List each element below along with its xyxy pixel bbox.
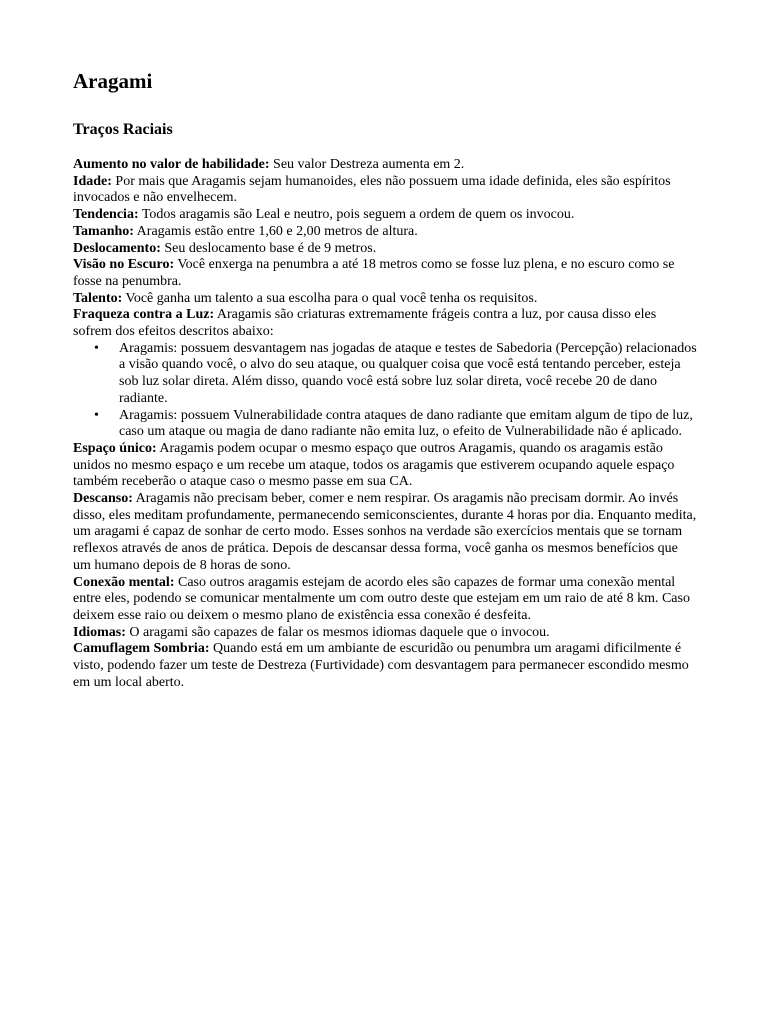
trait-label: Idade: (73, 173, 112, 189)
trait-text: Caso outros aragamis estejam de acordo eles são capazes de formar uma conexão mental entre eles, podendo se comunicar mentalmente um com outro deste que estejam em um raio de até 8 km. Caso deixem esse raio ou deixem o mesmo plano de existência essa conexão é desfeita. (73, 574, 690, 623)
trait-text: Seu deslocamento base é de 9 metros. (160, 240, 377, 256)
page-title: Aragami (73, 69, 153, 93)
trait-label: Conexão mental: (73, 574, 175, 590)
trait-ability (73, 157, 698, 174)
bullet-icon: • (94, 407, 99, 423)
trait-size (73, 224, 698, 241)
trait-label: Idiomas: (73, 624, 126, 640)
trait-speed (73, 241, 698, 258)
trait-talent (73, 291, 698, 308)
trait-text: Você ganha um talento a sua escolha para o qual você tenha os requisitos. (122, 290, 538, 306)
list-item (94, 340, 698, 408)
trait-text: Seu valor Destreza aumenta em 2. (269, 157, 465, 172)
bullet-icon: • (94, 340, 99, 356)
trait-text: Você enxerga na penumbra a até 18 metros como se fosse luz plena, e no escuro como se fosse na penumbra. (73, 257, 675, 289)
document-page (73, 66, 698, 692)
trait-mental-link (73, 575, 698, 625)
trait-text: Aragamis não precisam beber, comer e nem respirar. Os aragamis não precisam dormir. Ao invés disso, eles meditam profundamente, permanecendo semiconscientes, durante 4 horas por dia. Enquanto medita, um aragami é capaz de sonhar de certo modo. Esses sonhos na verdade são exercícios mentais que se tornam reflexos através de anos de prática. Depois de descansar dessa forma, você ganha os mesmos benefícios que um humano depois de 8 horas de sono. (73, 491, 697, 573)
trait-languages (73, 625, 698, 642)
trait-text: Aragamis estão entre 1,60 e 2,00 metros de altura. (133, 223, 418, 239)
trait-label: Tamanho: (73, 223, 134, 239)
section-heading: Traços Raciais (73, 121, 173, 138)
trait-alignment (73, 207, 698, 224)
list-item-text: Aragamis: possuem Vulnerabilidade contra ataques de dano radiante que emitam algum de tipo de luz, caso um ataque ou magia de dano radiante não emita luz, o efeito de Vulnerabilidade não é aplicado. (119, 407, 693, 440)
trait-label: Fraqueza contra a Luz: (73, 307, 215, 323)
trait-text: O aragami são capazes de falar os mesmos idiomas daquele que o invocou. (125, 624, 550, 640)
traits-content (73, 157, 698, 692)
trait-label: Aumento no valor de habilidade: (73, 157, 270, 172)
trait-label: Visão no Escuro: (73, 257, 175, 273)
trait-unique-space (73, 441, 698, 491)
list-item-text: Aragamis: possuem desvantagem nas jogadas de ataque e testes de Sabedoria (Percepção) relacionados a visão quando você, o alvo do seu ataque, ou qualquer coisa que você está tentando perceber, esteja sob luz solar direta. Além disso, quando você está sobre luz solar direta, você recebe 20 de dano radiante. (119, 340, 697, 406)
trait-text: Aragamis podem ocupar o mesmo espaço que outros Aragamis, quando os aragamis estão unidos no mesmo espaço e um recebe um ataque, todos os aragamis que estiverem ocupando aquele espaço também receberão o ataque caso o mesmo passe em sua CA. (73, 440, 675, 490)
trait-text: Quando está em um ambiante de escuridão ou penumbra um aragami dificilmente é visto, podendo fazer um teste de Destreza (Furtividade) com desvantagem para permanecer escondido mesmo em um local aberto. (73, 641, 689, 690)
trait-label: Talento: (73, 290, 123, 306)
trait-text: Por mais que Aragamis sejam humanoides, eles não possuem uma idade definida, eles são espíritos invocados e não envelhecem. (73, 173, 671, 206)
trait-age (73, 174, 698, 207)
trait-shadow-camo (73, 641, 698, 691)
trait-text: Todos aragamis são Leal e neutro, pois seguem a ordem de quem os invocou. (138, 207, 575, 223)
trait-label: Deslocamento: (73, 240, 161, 256)
trait-label: Camuflagem Sombria: (73, 641, 210, 657)
trait-label: Descanso: (73, 491, 133, 507)
trait-rest (73, 491, 698, 575)
weakness-list (73, 341, 698, 441)
trait-label: Espaço único: (73, 440, 157, 456)
trait-darkvision (73, 257, 698, 290)
trait-label: Tendencia: (73, 207, 139, 223)
trait-light-weakness (73, 307, 698, 340)
trait-text: Aragamis são criaturas extremamente frágeis contra a luz, por causa disso eles sofrem dos efeitos descritos abaixo: (73, 307, 657, 340)
list-item (94, 407, 698, 441)
